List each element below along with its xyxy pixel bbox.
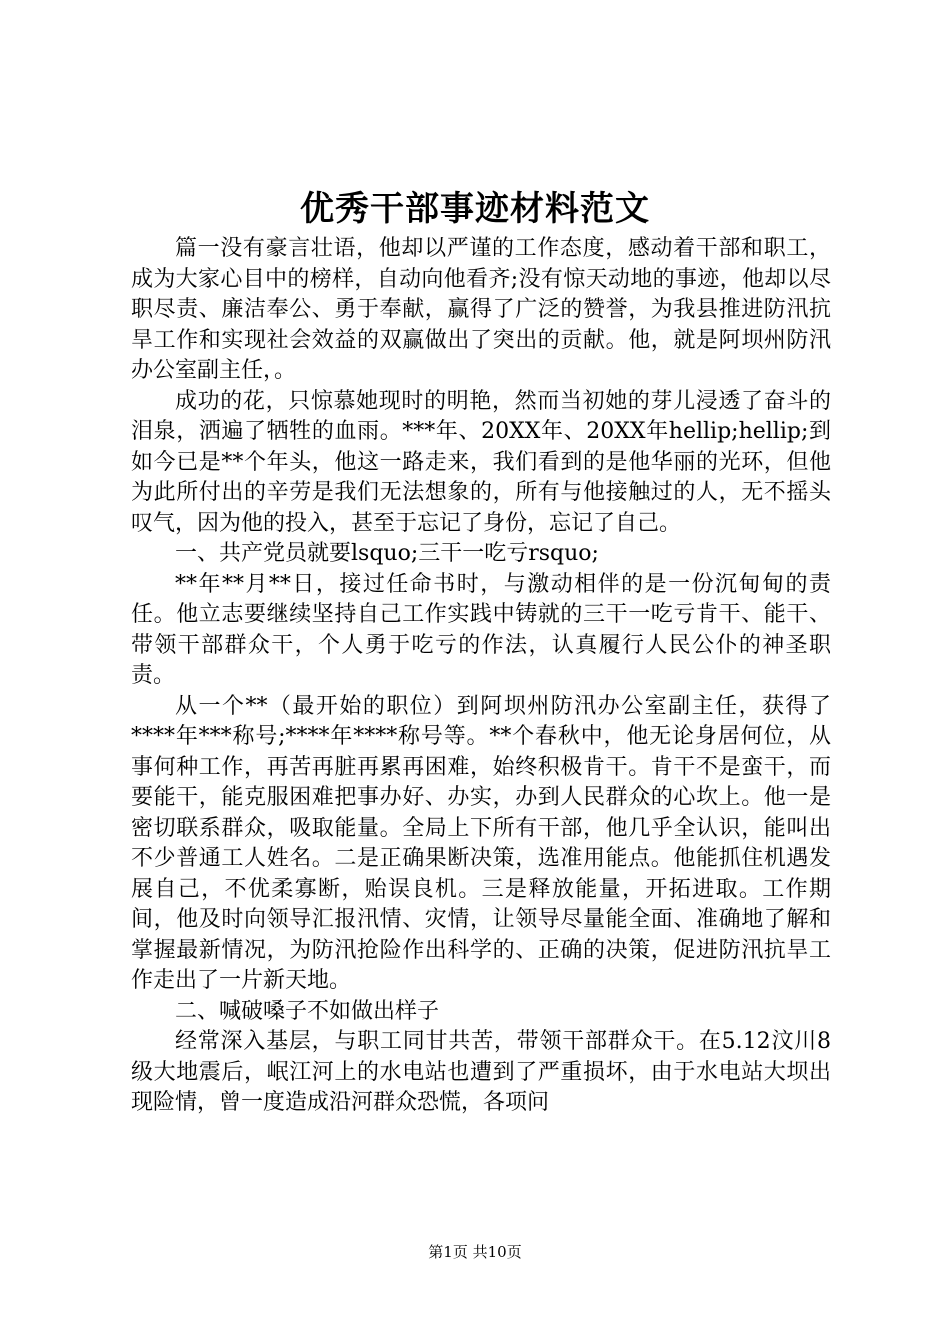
document-title: 优秀干部事迹材料范文 (300, 189, 650, 229)
paragraph: 成功的花，只惊慕她现时的明艳，然而当初她的芽儿浸透了奋斗的泪泉，洒遍了牺牲的血雨。***年、20XX年、20XX年hellip;hellip;到如今已是**个年头，他这一路走来，我们看到的是他华丽的光环，但他为此所付出的辛劳是我们无法想象的，所有与他接触过的人，无不摇头叹气，因为他的投入，甚至于忘记了身份，忘记了自己。 (131, 388, 831, 536)
paragraph: 经常深入基层，与职工同甘共苦，带领干部群众干。在5.12汶川8级大地震后，岷江河上的水电站也遭到了严重损坏，由于水电站大坝出现险情，曾一度造成沿河群众恐慌，各项问 (131, 1029, 831, 1115)
paragraph: 从一个**（最开始的职位）到阿坝州防汛办公室副主任，获得了****年***称号;****年****称号等。**个春秋中，他无论身居何位，从事何种工作，再苦再脏再累再困难，始终积极肯干。肯干不是蛮干，而要能干，能克服困难把事办好、办实，办到人民群众的心坎上。他一是密切联系群众，吸取能量。全局上下所有干部，他几乎全认识，能叫出不少普通工人姓名。二是正确果断决策，选准用能点。他能抓住机遇发展自己，不优柔寡断，贻误良机。三是释放能量，开拓进取。工作期间，他及时向领导汇报汛情、灾情，让领导尽量能全面、准确地了解和掌握最新情况，为防汛抢险作出科学的、正确的决策，促进防汛抗旱工作走出了一片新天地。 (131, 693, 831, 993)
paragraph: 篇一没有豪言壮语，他却以严谨的工作态度，感动着干部和职工，成为大家心目中的榜样，自动向他看齐;没有惊天动地的事迹，他却以尽职尽责、廉洁奉公、勇于奉献，赢得了广泛的赞誉，为我县推进防汛抗旱工作和实现社会效益的双赢做出了突出的贡献。他，就是阿坝州防汛办公室副主任，。 (131, 236, 831, 383)
paragraph: **年**月**日，接过任命书时，与激动相伴的是一份沉甸甸的责任。他立志要继续坚持自己工作实践中铸就的三干一吃亏肯干、能干、带领干部群众干，个人勇于吃亏的作法，认真履行人民公仆的神圣职责。 (131, 571, 831, 688)
page-footer: 第1页 共10页 (428, 1243, 522, 1261)
document-body (131, 234, 831, 1119)
section-heading: 一、共产党员就要lsquo;三干一吃亏rsquo; (175, 541, 599, 566)
section-heading: 二、喊破嗓子不如做出样子 (175, 998, 440, 1024)
